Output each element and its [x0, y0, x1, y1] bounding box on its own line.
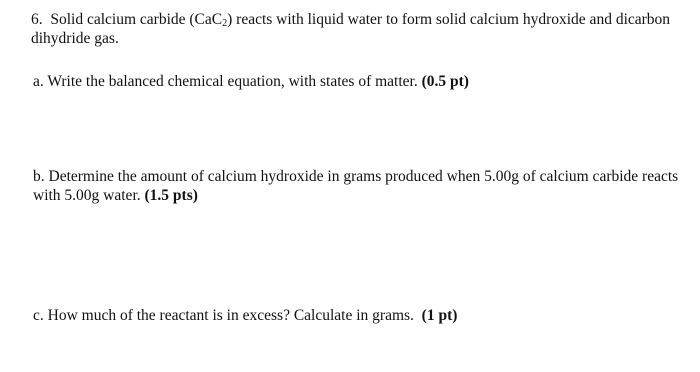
part-a-text: a. Write the balanced chemical equation, with states of matter.	[33, 73, 418, 90]
part-b-text: b. Determine the amount of calcium hydroxide in grams produced when 5.00g of calcium carbide reacts with 5.00g water.	[33, 168, 679, 204]
question-intro-text-2: ) reacts with liquid water to form solid calcium hydroxide and dicarbon dihydride gas.	[31, 11, 671, 47]
formula-subscript: 2	[222, 18, 228, 29]
part-c	[33, 306, 683, 325]
question-intro	[31, 10, 681, 48]
part-c-text: c. How much of the reactant is in excess? Calculate in grams.	[33, 307, 414, 324]
part-b-points: (1.5 pts)	[144, 187, 198, 204]
part-b	[33, 167, 683, 205]
part-c-points: (1 pt)	[421, 307, 458, 324]
question-number: 6.	[31, 11, 43, 28]
part-a	[33, 72, 683, 91]
part-a-points: (0.5 pt)	[421, 73, 469, 90]
question-intro-text-1: Solid calcium carbide (CaC	[50, 11, 223, 28]
